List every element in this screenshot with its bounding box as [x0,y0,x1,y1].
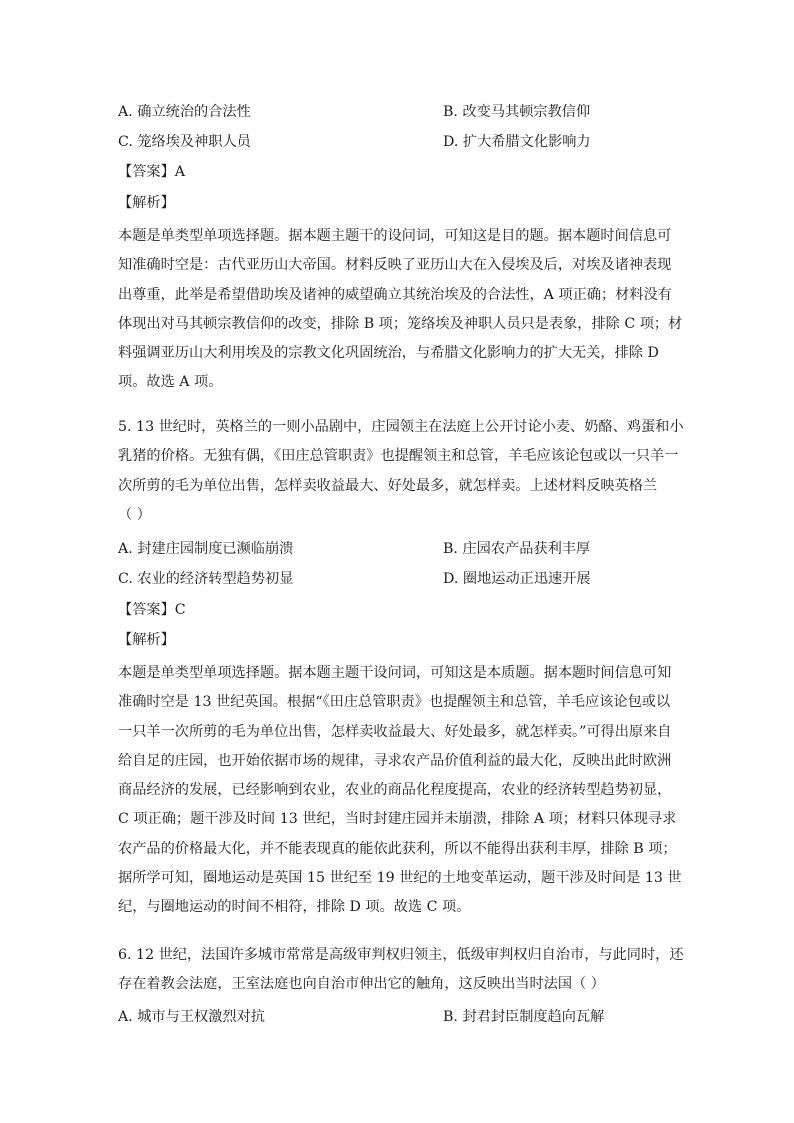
q5-stem-line: （ ） [118,506,151,523]
q5-option-c: C. 农业的经济转型趋势初显 [118,571,294,587]
q4-analysis-label: 【解析】 [118,195,175,211]
q5-stem [118,413,684,530]
q5-analysis-line: 据所学可知，圈地运动是英国 15 世纪至 19 世纪的土地变革运动，题干涉及时间是 13 世 [118,870,682,887]
q6-stem-line: 存在着教会法庭，王室法庭也向自治市伸出它的触角，这反映出当时法国（ ） [118,976,605,993]
q5-option-b: B. 庄园农产品获利丰厚 [443,541,591,557]
q5-analysis-line: 给自足的庄园，也开始依据市场的规律，寻求农产品价值利益的最大化，反映出此时欧洲 [118,752,672,769]
q5-analysis-line: C 项正确；题干涉及时间 13 世纪，当时封建庄园并未崩溃，排除 A 项；材料只体现寻求 [118,811,677,828]
q4-analysis [118,222,683,398]
q4-analysis-line: 知准确时空是：古代亚历山大帝国。材料反映了亚历山大在入侵埃及后，对埃及诸神表现 [118,257,672,274]
q5-analysis-line: 纪，与圈地运动的时间不相符，排除 D 项。故选 C 项。 [118,899,471,916]
q5-analysis [118,659,682,923]
q6-stem [118,941,684,1000]
q4-option-a: A. 确立统治的合法性 [118,104,251,120]
q5-analysis-line: 一只羊一次所剪的毛为单位出售，怎样卖收益最大、好处最多，就怎样卖。”可得出原来自 [118,723,672,740]
q5-option-a: A. 封建庄园制度已濒临崩溃 [118,541,294,557]
q5-stem-line: 5. 13 世纪时，英格兰的一则小品剧中，庄园领主在法庭上公开讨论小麦、奶酪、鸡蛋和小 [118,419,684,435]
q5-option-d: D. 圈地运动正迅速开展 [443,571,591,587]
q5-stem-line: 次所剪的毛为单位出售，怎样卖收益最大、好处最多，就怎样卖。上述材料反映英格兰 [118,477,658,494]
q5-analysis-line: 本题是单类型单项选择题。据本题主题干设问词，可知这是本质题。据本题时间信息可知 [118,665,672,681]
q5-analysis-line: 准确时空是 13 世纪英国。根据“《田庄总管职责》也提醒领主和总管，羊毛应该论包或以 [118,694,671,711]
q5-analysis-label: 【解析】 [118,632,175,648]
q6-option-b: B. 封君封臣制度趋向瓦解 [443,1009,605,1025]
q4-analysis-line: 体现出对马其顿宗教信仰的改变，排除 B 项；笼络埃及神职人员只是表象，排除 C 项；材 [118,315,683,332]
q6-stem-line: 6. 12 世纪，法国许多城市常常是高级审判权归领主，低级审判权归自治市，与此同时，还 [118,947,684,963]
q5-analysis-line: 商品经济的发展，已经影响到农业，农业的商品化程度提高，农业的经济转型趋势初显， [118,782,672,799]
q4-option-b: B. 改变马其顿宗教信仰 [443,104,591,120]
q5-answer: 【答案】C [118,602,186,618]
q4-analysis-line: 本题是单类型单项选择题。据本题主题干的设问词，可知这是目的题。据本题时间信息可 [118,228,672,244]
q4-option-d: D. 扩大希腊文化影响力 [443,134,591,150]
q6-option-a: A. 城市与王权激烈对抗 [118,1009,265,1025]
q4-answer: 【答案】A [118,164,185,180]
q4-analysis-line: 出尊重，此举是希望借助埃及诸神的威望确立其统治埃及的合法性，A 项正确；材料没有 [118,286,672,303]
q5-analysis-line: 农产品的价格最大化，并不能表现真的能依此获利，所以不能得出获利丰厚，排除 B 项； [118,840,677,857]
q4-option-c: C. 笼络埃及神职人员 [118,134,251,150]
q4-analysis-line: 项。故选 A 项。 [118,374,223,391]
q4-analysis-line: 料强调亚历山大利用埃及的宗教文化巩固统治，与希腊文化影响力的扩大无关，排除 D [118,345,659,362]
q5-stem-line: 乳猪的价格。无独有偶，《田庄总管职责》也提醒领主和总管，羊毛应该论包或以一只羊一 [118,448,679,465]
